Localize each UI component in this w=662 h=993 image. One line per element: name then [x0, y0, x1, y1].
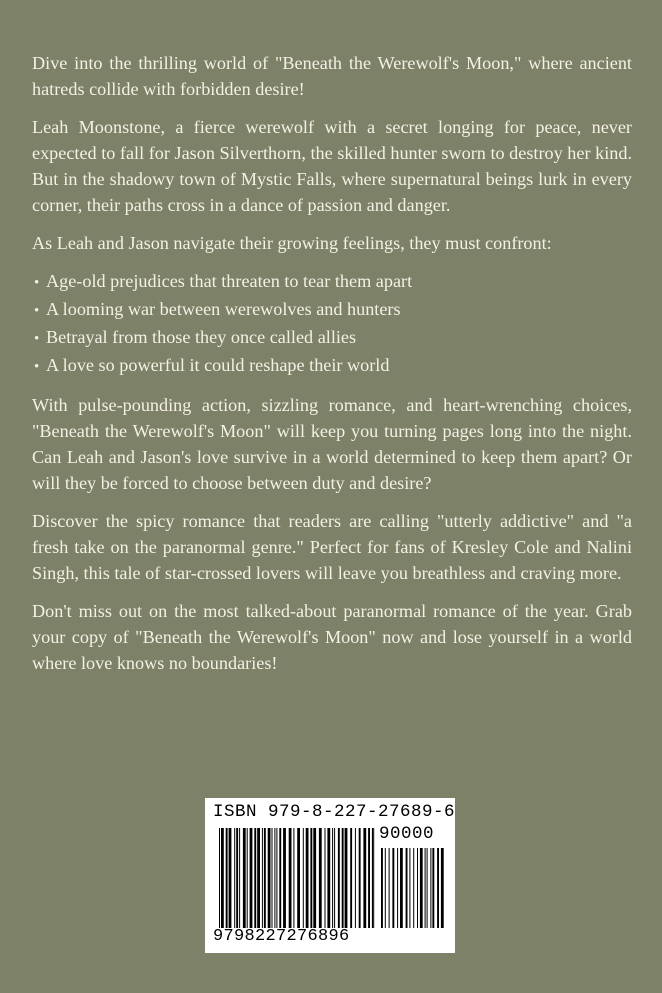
barcode-bar [437, 848, 439, 928]
barcode-bar [319, 828, 322, 928]
list-item: • Betrayal from those they once called allies [32, 324, 632, 352]
list-item: • A love so powerful it could reshape their world [32, 352, 632, 380]
barcode-bar [406, 848, 408, 928]
ean-bars [219, 828, 375, 928]
barcode-bar [359, 828, 361, 928]
barcode-bar [268, 828, 271, 928]
barcode-bar [272, 828, 273, 928]
barcode-bar [229, 828, 232, 928]
intro-paragraph: Dive into the thrilling world of "Beneath the Werewolf's Moon," where ancient hatreds collide with forbidden desire! [32, 53, 632, 99]
barcode-bar [432, 848, 434, 928]
barcode-bar [385, 848, 386, 928]
barcode-bar [332, 828, 333, 928]
barcode-bar [350, 828, 352, 928]
barcode-bar [334, 828, 335, 928]
barcode-bar [342, 828, 344, 928]
barcode-bar [327, 828, 330, 928]
barcode-bar [389, 848, 390, 928]
call-to-action-paragraph: Don't miss out on the most talked-about paranormal romance of the year. Grab your copy of "Beneath the Werewolf's Moon" now and lose yourself in a world where love knows no boundaries! [32, 601, 632, 673]
barcode-bar [234, 828, 235, 928]
back-cover-blurb [32, 50, 632, 688]
barcode-bar [257, 828, 260, 928]
barcode-bar [236, 828, 238, 928]
barcode-bar [303, 828, 304, 928]
barcode-bar [306, 828, 309, 928]
barcode-bar [254, 828, 256, 928]
barcode-bar [247, 828, 248, 928]
barcode-bar [243, 828, 246, 928]
premise-paragraph: Leah Moonstone, a fierce werewolf with a secret longing for peace, never expected to fall for Jason Silverthorn, the skilled hunter sworn to destroy her kind. But in the shadowy town of Mystic Falls, where supernatural beings lurk in every corner, their paths cross in a dance of passion and danger. [32, 117, 632, 215]
barcode-bar [400, 848, 403, 928]
barcode-bar [397, 848, 398, 928]
barcode-bar [355, 828, 356, 928]
barcode-bar [363, 828, 366, 928]
barcode-bar [313, 828, 316, 928]
list-item: • A looming war between werewolves and hunters [32, 296, 632, 324]
barcode-bar [262, 828, 263, 928]
barcode-bar [226, 828, 228, 928]
barcode-bar [430, 848, 431, 928]
ean-digits: 9798227276896 [213, 927, 350, 946]
isbn-barcode [205, 798, 455, 953]
barcode-bar [221, 828, 224, 928]
barcode-bar [338, 828, 340, 928]
barcode-bar [417, 848, 418, 928]
barcode-bar [413, 848, 414, 928]
isbn-label: ISBN 979-8-227-27689-6 [213, 802, 456, 822]
barcode-bar [409, 848, 410, 928]
barcode-bar [425, 848, 426, 928]
barcode-bar [276, 828, 277, 928]
addon-bars [381, 848, 445, 928]
price-code: 90000 [379, 824, 435, 844]
barcode-bar [297, 828, 300, 928]
barcode-bar [239, 828, 240, 928]
barcode-bar [427, 848, 428, 928]
list-item: • Age-old prejudices that threaten to tear them apart [32, 268, 632, 296]
lead-in-paragraph: As Leah and Jason navigate their growing feelings, they must confront: [32, 233, 552, 253]
barcode-bar [368, 828, 370, 928]
barcode-bar [345, 828, 348, 928]
barcode-bar [264, 828, 266, 928]
barcode-bar [310, 828, 312, 928]
barcode-bar [274, 828, 275, 928]
barcode-bar [293, 828, 294, 928]
barcode-bar [219, 828, 220, 928]
conflict-list [32, 268, 632, 380]
barcode-bar [283, 828, 286, 928]
barcode-bar [325, 828, 326, 928]
barcode-bar [381, 848, 383, 928]
barcode-bar [250, 828, 253, 928]
barcode-bar [392, 848, 394, 928]
barcode-bar [441, 848, 444, 928]
barcode-bar [420, 848, 423, 928]
barcode-bar [289, 828, 292, 928]
barcode-bar [279, 828, 281, 928]
hook-paragraph: With pulse-pounding action, sizzling romance, and heart-wrenching choices, "Beneath the Werewolf's Moon" will keep you turning pages long into the night. Can Leah and Jason's love survive in a world determined to keep them apart? Or will they be forced to choose between duty and desire? [32, 395, 632, 493]
praise-paragraph: Discover the spicy romance that readers are calling "utterly addictive" and "a fresh take on the paranormal genre." Perfect for fans of Kresley Cole and Nalini Singh, this tale of star-crossed lovers will leave you breathless and craving more. [32, 511, 632, 583]
barcode-bar [372, 828, 374, 928]
